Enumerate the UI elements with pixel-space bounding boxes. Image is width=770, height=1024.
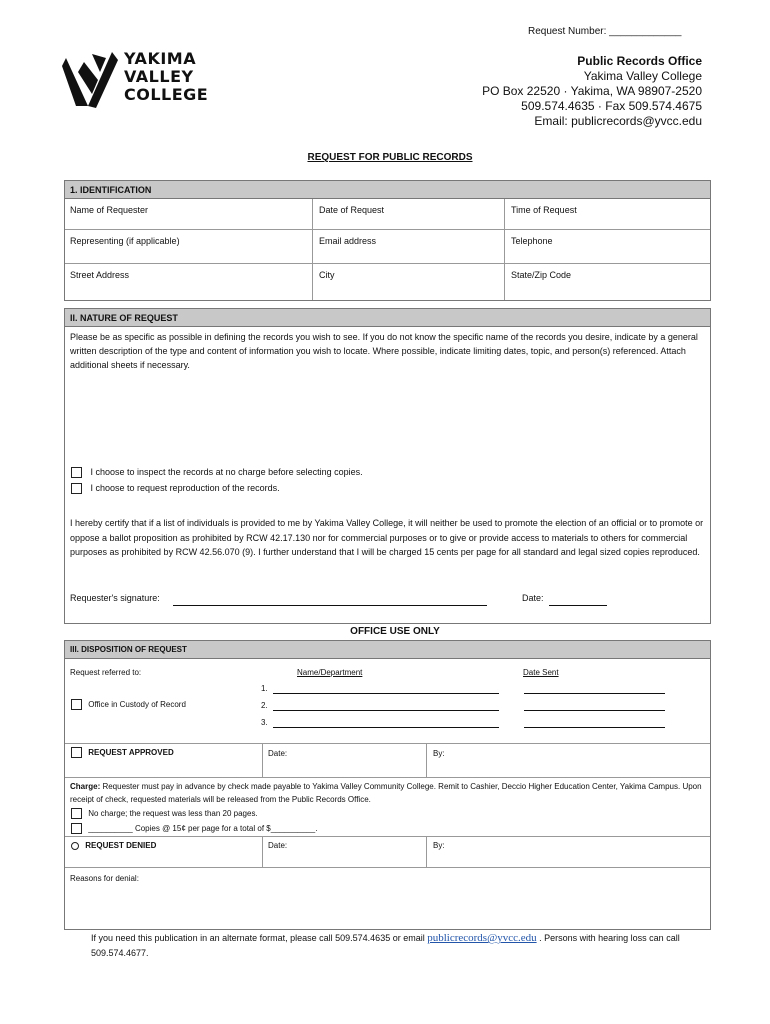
- charge-text: Requester must pay in advance by check made payable to Yakima Valley Community College. Remit to Cashier, Deccio Higher Education Center, Yakima Campus. Upon receipt of check, requested materials will be released from the Public Records Office.: [70, 782, 702, 804]
- logo-line-college: COLLEGE: [124, 85, 209, 104]
- approved-label: REQUEST APPROVED: [88, 747, 174, 757]
- section-title: II. NATURE OF REQUEST: [65, 309, 710, 327]
- footer-email-link[interactable]: publicrecords@yvcc.edu: [427, 932, 537, 944]
- office-address-block: [482, 54, 702, 129]
- denied-radio-icon[interactable]: [71, 842, 79, 850]
- approved-by-field[interactable]: By:: [433, 749, 445, 758]
- address-line: 509.574.4635 · Fax 509.574.4675: [521, 99, 702, 113]
- custody-label: Office in Custody of Record: [88, 699, 186, 709]
- accessibility-footer: [91, 931, 691, 961]
- name-of-requester-field[interactable]: Name of Requester: [70, 205, 149, 215]
- reproduce-option[interactable]: [71, 483, 280, 494]
- no-charge-checkbox[interactable]: [71, 808, 82, 819]
- referral-name-line-1[interactable]: [273, 693, 499, 694]
- request-instructions: Please be as specific as possible in defining the records you wish to see. If you do not know the specific name of the records you desire, indicate by a general written description of the type and content of information you wish to locate. Where possible, indicate limiting dates, topic, and person(s) referenced. Attach additional sheets if necessary.: [70, 332, 698, 370]
- request-description-area[interactable]: [70, 379, 702, 464]
- logo-mark-icon: [62, 50, 120, 110]
- copies-checkbox[interactable]: [71, 823, 82, 834]
- reasons-for-denial-field[interactable]: Reasons for denial:: [70, 874, 139, 883]
- approved-option[interactable]: [71, 747, 174, 758]
- referral-date-line-2[interactable]: [524, 710, 665, 711]
- logo-line-yakima: YAKIMA: [124, 49, 197, 68]
- telephone-field[interactable]: Telephone: [511, 236, 553, 246]
- reproduce-option-label: I choose to request reproduction of the records.: [90, 483, 280, 493]
- approved-checkbox[interactable]: [71, 747, 82, 758]
- logo-line-valley: VALLEY: [124, 67, 194, 86]
- address-line: Yakima Valley College: [583, 69, 702, 83]
- form-title: REQUEST FOR PUBLIC RECORDS: [307, 152, 473, 163]
- inspect-option-label: I choose to inspect the records at no charge before selecting copies.: [90, 467, 363, 477]
- no-charge-option[interactable]: [71, 808, 258, 819]
- denied-date-field[interactable]: Date:: [268, 841, 288, 850]
- time-of-request-field[interactable]: Time of Request: [511, 205, 577, 215]
- reproduce-checkbox[interactable]: [71, 483, 82, 494]
- copies-option[interactable]: [71, 823, 317, 834]
- referral-name-line-3[interactable]: [273, 727, 499, 728]
- section-title: III. DISPOSITION OF REQUEST: [65, 641, 710, 659]
- street-address-field[interactable]: Street Address: [70, 270, 130, 280]
- date-sent-header: Date Sent: [523, 668, 559, 677]
- custody-option[interactable]: [71, 699, 186, 710]
- disposition-section: [64, 640, 711, 930]
- inspect-checkbox[interactable]: [71, 467, 82, 478]
- identification-section: [64, 180, 711, 301]
- denied-label: REQUEST DENIED: [85, 841, 157, 850]
- footer-text: If you need this publication in an alternate format, please call 509.574.4635 or email: [91, 933, 428, 943]
- address-line: Email: publicrecords@yvcc.edu: [534, 114, 702, 128]
- referral-number: 2.: [261, 701, 268, 710]
- name-department-header: Name/Department: [297, 668, 363, 677]
- nature-of-request-section: [64, 308, 711, 624]
- date-of-request-field[interactable]: Date of Request: [319, 205, 385, 215]
- address-line: PO Box 22520 · Yakima, WA 98907-2520: [482, 84, 702, 98]
- certification-text: I hereby certify that if a list of individuals is provided to me by Yakima Valley College, it will neither be used to promote the election of an official or to promote or oppose a ballot proposition as prohibited by RCW 42.17.130 nor for commercial purposes or to give or provide access to materials to others for commercial purposes as prohibited by RCW 42.56.070 (9). I further understand that I will be charged 15 cents per page for all standard and legal sized copies reproduced.: [70, 518, 704, 557]
- referral-name-line-2[interactable]: [273, 710, 499, 711]
- charge-heading: Charge:: [70, 782, 101, 791]
- office-title: Public Records Office: [577, 54, 702, 68]
- copies-label: __________ Copies @ 15¢ per page for a total of $__________.: [88, 823, 318, 833]
- inspect-option[interactable]: [71, 467, 363, 478]
- referral-date-line-1[interactable]: [524, 693, 665, 694]
- section-title: 1. IDENTIFICATION: [65, 181, 710, 199]
- request-number: Request Number: _____________: [528, 26, 682, 37]
- representing-field[interactable]: Representing (if applicable): [70, 236, 180, 246]
- signature-label: Requester's signature:: [70, 593, 160, 603]
- referral-number: 1.: [261, 684, 268, 693]
- office-use-only-heading: OFFICE USE ONLY: [350, 626, 440, 637]
- charge-info: [70, 780, 706, 806]
- no-charge-label: No charge; the request was less than 20 pages.: [88, 808, 258, 818]
- signature-date-label: Date:: [522, 593, 544, 603]
- referred-label: Request referred to:: [70, 668, 142, 677]
- state-zip-field[interactable]: State/Zip Code: [511, 270, 572, 280]
- footer-text-end: . Persons with hearing loss can call 509.574.4677.: [91, 933, 680, 958]
- city-field[interactable]: City: [319, 270, 335, 280]
- email-address-field[interactable]: Email address: [319, 236, 377, 246]
- referral-number: 3.: [261, 718, 268, 727]
- signature-line[interactable]: [173, 605, 487, 606]
- denied-by-field[interactable]: By:: [433, 841, 445, 850]
- approved-date-field[interactable]: Date:: [268, 749, 288, 758]
- college-logo: [62, 49, 209, 110]
- custody-checkbox[interactable]: [71, 699, 82, 710]
- denied-option[interactable]: [71, 841, 156, 850]
- referral-date-line-3[interactable]: [524, 727, 665, 728]
- signature-date-line[interactable]: [549, 605, 607, 606]
